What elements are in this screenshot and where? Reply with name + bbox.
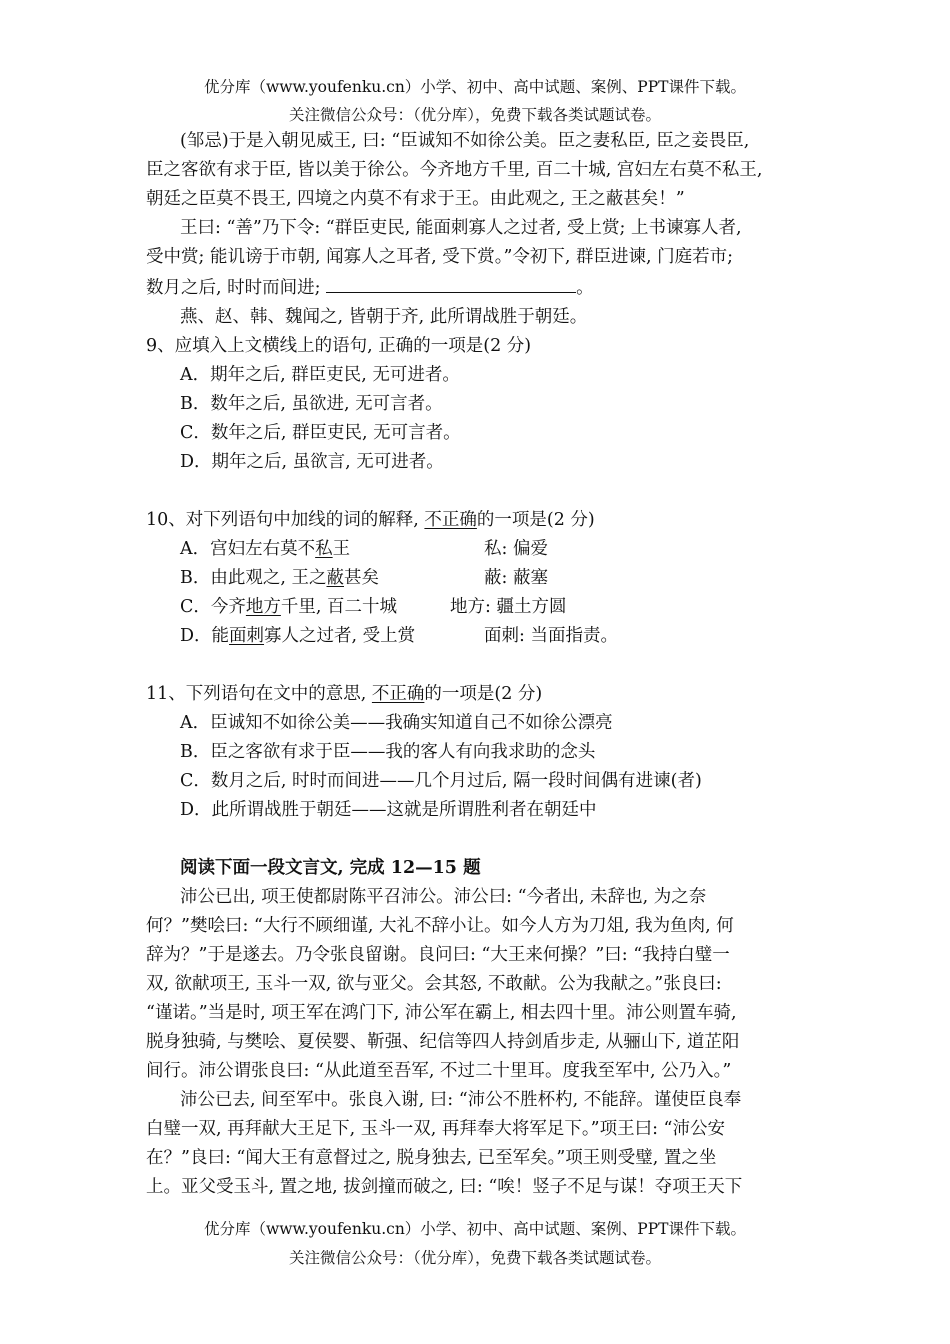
q10-option-a [146,535,806,564]
option-text: 王 [332,539,351,559]
option-gloss: 面刺: 当面指责。 [484,626,618,646]
stem-text: 的一项是(2 分) [424,684,543,704]
option-underlined-word: 面刺 [229,626,265,646]
stem-text: 10、对下列语句中加线的词的解释, [146,510,425,530]
option-text: B．由此观之, 王之 [180,568,327,588]
option-text: 千里, 百二十城 [280,597,398,617]
question-9-stem: 9、应填入上文横线上的语句, 正确的一项是(2 分) [146,336,532,356]
footer-line-1: 优分库（www.youfenku.cn）小学、初中、高中试题、案例、PPT课件下载。 [203,1220,747,1238]
q10-option-b [146,564,806,593]
paragraph-text: 。 [576,278,594,298]
paragraph-line: 间行。沛公谓张良曰: “从此道至吾军, 不过二十里耳。度我至军中, 公乃入。” [146,1061,732,1081]
footer-line-2: 关注微信公众号：（优分库），免费下载各类试题试卷。 [288,1249,661,1267]
option-text: C．今齐 [180,597,246,617]
paragraph-line: 燕、赵、韩、魏闻之, 皆朝于齐, 此所谓战胜于朝廷。 [180,307,588,327]
paragraph-line: 朝廷之臣莫不畏王, 四境之内莫不有求于王。由此观之, 王之蔽甚矣！” [146,189,685,209]
section-title: 阅读下面一段文言文, 完成 12—15 题 [180,858,481,878]
paragraph-line: 双, 欲献项王, 玉斗一双, 欲与亚父。会其怒, 不敢献。公为我献之。”张良曰: [146,974,722,994]
q9-option-a: A．期年之后, 群臣吏民, 无可进者。 [180,365,460,385]
paragraph-line: 臣之客欲有求于臣, 皆以美于徐公。今齐地方千里, 百二十城, 宫妇左右莫不私王, [146,160,763,180]
q9-option-c: C．数年之后, 群臣吏民, 无可言者。 [180,423,461,443]
option-underlined-word: 私 [315,539,333,559]
option-text: 甚矣 [344,568,379,588]
option-underlined-word: 蔽 [326,568,344,588]
paragraph-line: 何？”樊哙曰: “大行不顾细谨, 大礼不辞小让。如今人方为刀俎, 我为鱼肉, 何 [146,916,734,936]
q10-option-d [146,622,806,651]
question-11-stem [146,680,806,709]
option-gloss: 地方: 疆土方圆 [450,597,567,617]
stem-underline: 不正确 [424,510,477,530]
fill-in-blank [326,272,576,293]
option-text: D．能 [180,626,230,646]
option-text: A．宫妇左右莫不 [180,539,316,559]
paragraph-line: 白璧一双, 再拜献大王足下, 玉斗一双, 再拜奉大将军足下。”项王曰: “沛公安 [146,1119,725,1139]
stem-underline: 不正确 [371,684,425,704]
paragraph-line: 在？”良曰: “闻大王有意督过之, 脱身独去, 已至军矣。”项王则受璧, 置之坐 [146,1148,717,1168]
paragraph-line: 上。亚父受玉斗, 置之地, 拔剑撞而破之, 曰: “唉！竖子不足与谋！夺项王天下 [146,1177,743,1197]
paragraph-line: 脱身独骑, 与樊哙、夏侯婴、靳强、纪信等四人持剑盾步走, 从骊山下, 道芷阳 [146,1032,740,1052]
paragraph-line [146,272,806,303]
paragraph-line: 沛公已出, 项王使都尉陈平召沛公。沛公曰: “今者出, 未辞也, 为之奈 [180,887,707,907]
document-body [146,127,806,1202]
option-text: 寡人之过者, 受上赏 [264,626,416,646]
q11-option-b: B．臣之客欲有求于臣——我的客人有向我求助的念头 [180,742,596,762]
option-underlined-word: 地方 [245,597,281,617]
paragraph-line: (邹忌)于是入朝见威王, 曰: “臣诚知不如徐公美。臣之妻私臣, 臣之妾畏臣, [180,131,750,151]
paragraph-line: 受中赏; 能讥谤于市朝, 闻寡人之耳者, 受下赏。”令初下, 群臣进谏, 门庭若市; [146,247,734,267]
option-gloss: 蔽: 蔽塞 [484,568,548,588]
q11-option-c: C．数月之后, 时时而间进——几个月过后, 隔一段时间偶有进谏(者) [180,771,702,791]
option-gloss: 私: 偏爱 [484,539,548,559]
stem-text: 11、下列语句在文中的意思, [146,684,372,704]
paragraph-line: 辞为？”于是遂去。乃令张良留谢。良问曰: “大王来何操？”曰: “我持白璧一 [146,945,730,965]
header-line-2: 关注微信公众号：（优分库），免费下载各类试题试卷。 [288,106,661,124]
paragraph-line: 王曰: “善”乃下令: “群臣吏民, 能面刺寡人之过者, 受上赏; 上书谏寡人者, [180,218,742,238]
q9-option-b: B．数年之后, 虽欲进, 无可言者。 [180,394,443,414]
header-line-1: 优分库（www.youfenku.cn）小学、初中、高中试题、案例、PPT课件下载。 [203,78,747,96]
q11-option-a: A．臣诚知不如徐公美——我确实知道自己不如徐公漂亮 [180,713,613,733]
stem-text: 的一项是(2 分) [476,510,595,530]
q11-option-d: D．此所谓战胜于朝廷——这就是所谓胜利者在朝廷中 [180,800,597,820]
q9-option-d: D．期年之后, 虽欲言, 无可进者。 [180,452,444,472]
q10-option-c [146,593,806,622]
question-10-stem [146,506,806,535]
paragraph-line: “谨诺。”当是时, 项王军在鸿门下, 沛公军在霸上, 相去四十里。沛公则置车骑, [146,1003,737,1023]
paragraph-text: 数月之后, 时时而间进; [146,278,327,298]
paragraph-line: 沛公已去, 间至军中。张良入谢, 曰: “沛公不胜杯杓, 不能辞。谨使臣良奉 [180,1090,742,1110]
